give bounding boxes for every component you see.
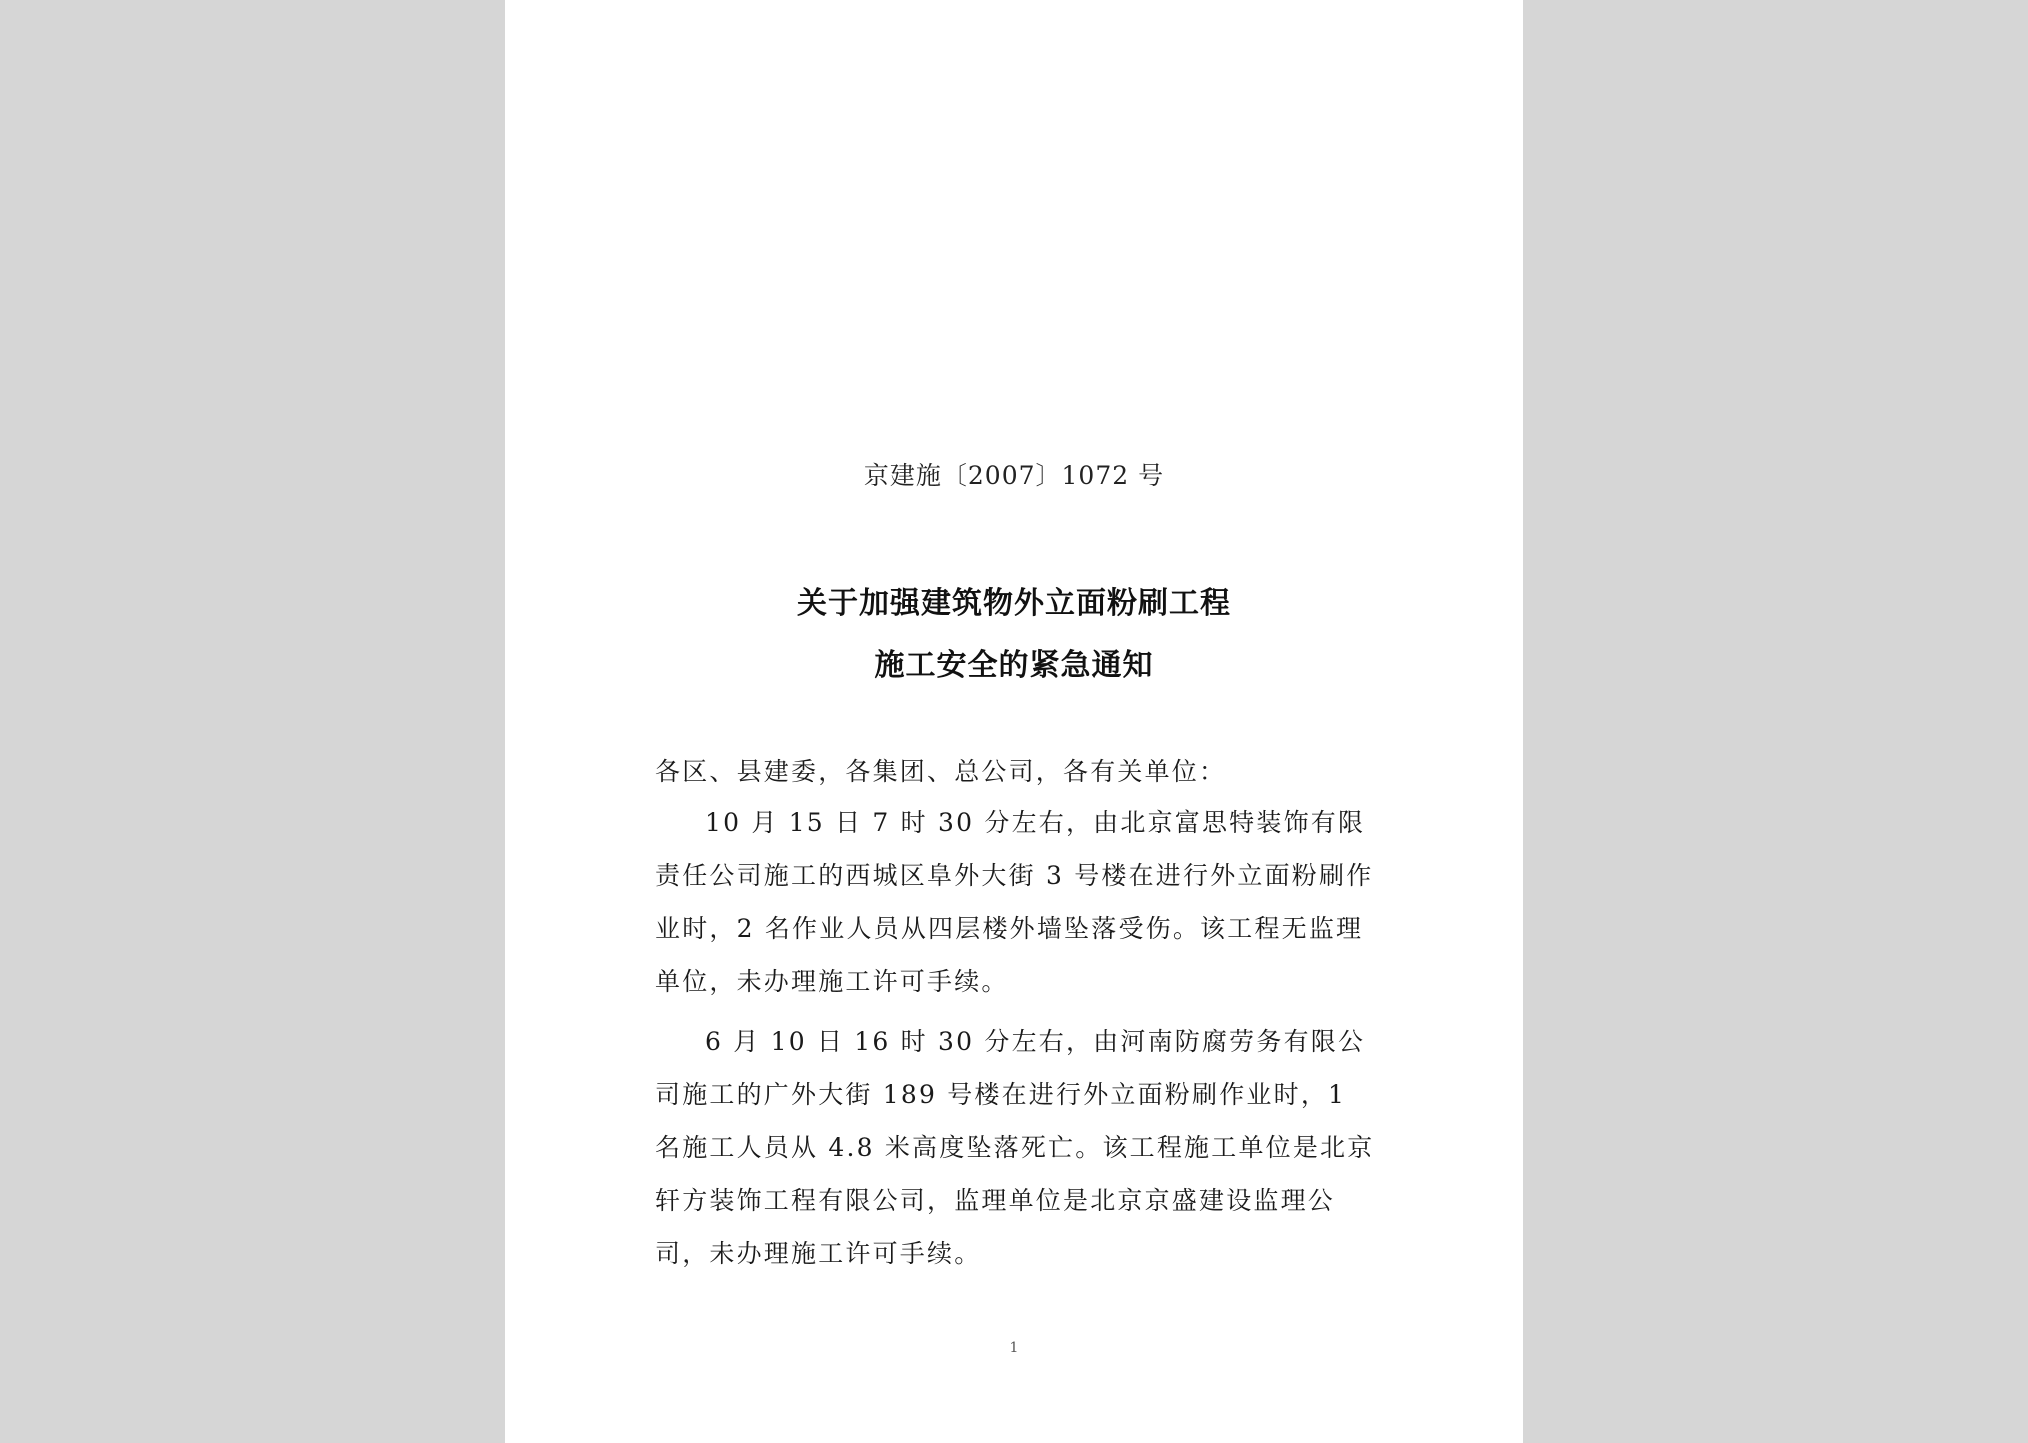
document-title-line-1: 关于加强建筑物外立面粉刷工程	[797, 586, 1231, 621]
salutation: 各区、县建委，各集团、总公司，各有关单位：	[655, 757, 1227, 786]
body-paragraph: 6 月 10 日 16 时 30 分左右，由河南防腐劳务有限公司施工的广外大街 189 号楼在进行外立面粉刷作业时，1 名施工人员从 4.8 米高度坠落死亡。该工程施工单位是北京轩方装饰工程有限公司，监理单位是北京京盛建设监理公司，未办理施工许可手续。	[655, 1027, 1375, 1268]
document-page	[505, 0, 1523, 1443]
document-title-line-2: 施工安全的紧急通知	[874, 648, 1154, 683]
page-number: 1	[1009, 1340, 1019, 1356]
body-paragraph: 10 月 15 日 7 时 30 分左右，由北京富思特装饰有限责任公司施工的西城区阜外大街 3 号楼在进行外立面粉刷作业时，2 名作业人员从四层楼外墙坠落受伤。该工程无监理单位，未办理施工许可手续。	[655, 808, 1374, 996]
document-number: 京建施〔2007〕1072 号	[863, 461, 1165, 490]
